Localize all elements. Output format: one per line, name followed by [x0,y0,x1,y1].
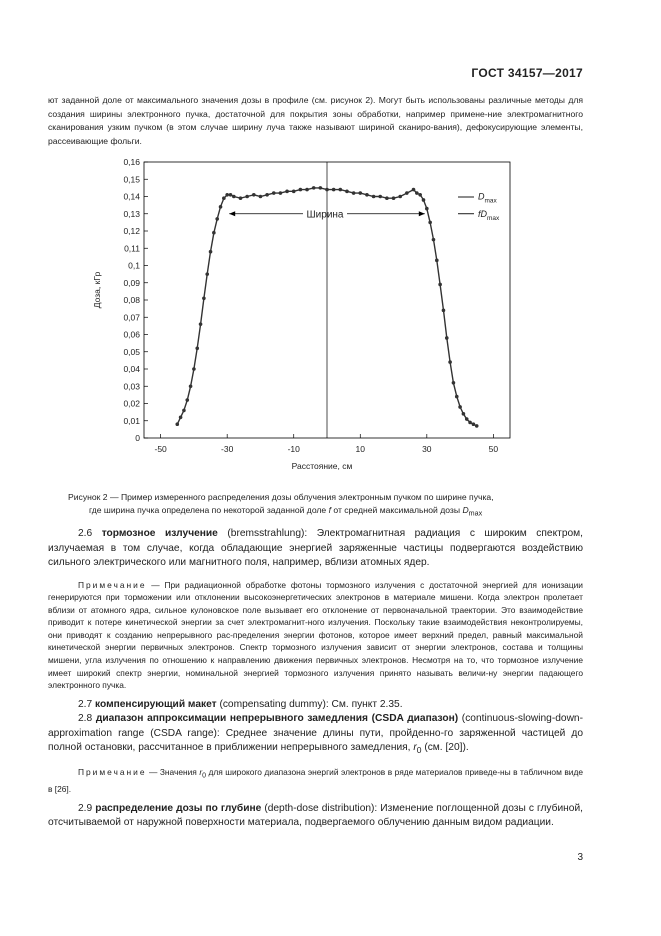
data-point [472,422,476,426]
y-tick-label: 0,04 [123,364,140,374]
y-tick-label: 0,1 [128,260,140,271]
x-tick-label: -10 [287,444,300,454]
s26-num: 2.6 [78,528,93,539]
data-point [372,195,376,199]
width-label: Ширина [306,209,344,221]
data-point [425,207,429,211]
section-2-9 [48,802,583,831]
data-point [182,409,186,413]
y-tick-label: 0,11 [124,243,140,254]
caption-line-2 [60,504,600,521]
data-point [272,191,276,195]
x-tick-label: 50 [488,444,499,454]
y-tick-label: 0 [135,433,140,443]
s26-term: тормозное излучение [101,528,218,539]
data-point [252,193,256,197]
data-point [232,195,236,199]
data-point [468,421,472,425]
data-point [422,198,426,202]
section-2-6 [48,527,583,571]
data-point [378,195,382,199]
data-point [202,296,206,300]
x-axis-label: Расстояние, см [291,461,353,471]
s28-text-b: (см. [20]). [421,742,469,754]
caption-f: f [328,505,331,515]
s26-text: (bremsstrahlung): Электромагнитная радиация с широким спектром, излучаемая в том случае, когда обладающие энергией заряженные частицы подвергаются воздействию сильного электрического или магнитного поля, например, вблизи атомных ядер. [48,528,583,568]
legend-dmax-main: D [478,191,485,202]
page-number: 3 [577,852,583,863]
y-tick-label: 0,08 [123,295,140,305]
y-tick-label: 0,05 [123,346,140,357]
y-tick-label: 0,14 [123,191,140,202]
y-tick-label: 0,07 [123,312,140,323]
data-point [222,196,226,200]
data-point [418,193,422,197]
data-point [285,190,289,194]
figure-caption [60,491,600,521]
legend-fdmax-main: fD [478,208,487,219]
s27-term: компенсирующий макет [95,698,217,710]
note-26-text: — При радиационной обработке фотоны тормозного излучения с достаточной энергией для ионизации генерируются при торможении или отклонении высокоэнергетических электронов в материале мишени. Когда электрон пролетает вблизи от атомного ядра, сильное кулоновское поле вызывает его отклонение от первоначальной траектории. Это взаимодействие приводит к потере кинетической энергии за счет электромагнит-ного излучения. Поскольку такие взаимодействия неконтролируемы, они приводят к созданию непрерывного рас-пределения энергии фотонов, которое имеет верхний предел, равный максимальной кинетической энергии первичных электронов. Спектр тормозного излучения зависит от энергии электронов, состава и толщины мишени, угла излучения по отношению к направлению движения первичных электронов. Несмотря на то, что тормозное излучение имеет широкий спектр энергии, номинальной энергией тормозного излучения принято называть величи-ну энергии падающего электронного пучка. [48,579,583,691]
data-point [195,347,199,351]
standard-header: ГОСТ 34157—2017 [471,66,583,80]
data-point [245,195,249,199]
data-point [292,190,296,194]
data-point [179,416,183,420]
data-point [209,250,213,254]
note-28-a: — Значения [146,766,200,777]
legend-dmax [478,192,498,205]
data-point [438,283,442,287]
data-point [415,191,419,195]
x-tick-label: 30 [422,444,432,454]
s27-text: (compensating dummy): См. пункт 2.35. [216,698,403,710]
s29-term: распределение дозы по глубине [95,802,262,814]
data-point [398,195,402,199]
data-point [435,259,439,263]
data-point [465,417,469,421]
data-point [385,196,389,200]
data-point [332,188,336,192]
data-point [312,186,316,190]
data-point [432,238,436,242]
s28-term: диапазон аппроксимации непрерывного замедления (CSDA диапазон) [95,713,459,725]
data-point [412,188,416,192]
data-point [212,231,216,235]
data-point [365,193,369,197]
y-tick-label: 0,03 [123,381,140,392]
data-point [219,205,223,209]
data-point [305,188,309,192]
data-point [199,322,203,326]
note-28-b: для широкого диапазона энергий электронов в ряде материалов приведе-ны в табличном виде в [26]. [48,766,583,795]
legend-fdmax-sub: max [487,214,500,222]
caption-text-b: от средней максимальной дозы [331,505,463,515]
data-point [239,196,243,200]
y-tick-label: 0,16 [123,157,140,167]
data-point [325,188,329,192]
body-text [48,527,583,831]
s27-num: 2.7 [78,698,93,710]
note-28-r: r [199,766,203,777]
data-point [442,309,446,313]
y-tick-label: 0,13 [123,208,140,219]
y-tick-label: 0,12 [123,226,140,236]
y-tick-label: 0,09 [123,277,140,288]
data-point [358,191,362,195]
data-point [455,395,459,399]
y-tick-label: 0,15 [123,174,140,185]
caption-d: D [462,505,469,515]
data-point [229,193,233,197]
figure-2 [60,152,535,482]
data-point [405,191,409,195]
caption-line-1: Рисунок 2 — Пример измеренного распределения дозы облучения электронным пучком по ширине пучка, [68,492,494,502]
legend-dmax-sub: max [484,197,497,205]
data-point [345,190,349,194]
note-28-r-sub: 0 [202,772,206,780]
note-2-6 [48,579,583,692]
data-point [475,424,479,428]
x-tick-label: -50 [154,444,167,454]
legend-fdmax [478,209,500,222]
s29-num: 2.9 [78,802,93,814]
s28-r-sub: 0 [416,745,422,756]
s28-text-a: (continuous-slowing-down-approximation range (CSDA range): Среднее значение длины пути, пройденно-го заряженной частицей до полной остановки, рассчитанное в приближении непрерывного замедления, [48,713,583,754]
s29-text: (depth-dose distribution): Изменение поглощенной дозы с глубиной, отсчитываемой от наружной поверхности материала, подвергаемого облучению данным видом радиации. [48,802,583,829]
data-point [392,196,396,200]
data-point [339,188,343,192]
data-point [445,336,449,340]
x-tick-label: -30 [221,444,234,454]
note-2-8 [48,766,583,796]
data-point [185,398,189,402]
data-point [205,272,209,276]
data-point [225,193,229,197]
data-point [319,186,323,190]
dose-profile-chart [60,152,535,477]
caption-text-a: где ширина пучка определена по некоторой заданной доле [89,505,329,515]
y-tick-label: 0,06 [123,329,140,340]
data-point [265,193,269,197]
s28-num: 2.8 [78,713,93,725]
caption-d-sub: max [468,509,483,518]
data-point [299,188,303,192]
data-point [192,367,196,371]
data-point [458,405,462,409]
data-point [352,191,356,195]
data-point [189,384,193,388]
intro-paragraph [48,94,583,148]
data-point [428,221,432,225]
data-point [215,217,219,221]
arrowhead-right [419,211,425,216]
y-tick-label: 0,02 [123,398,140,409]
section-2-7 [48,698,583,713]
note-label-2: Примечание [78,766,147,777]
arrowhead-left [229,211,235,216]
note-label: Примечание [78,579,147,590]
data-point [448,360,452,364]
section-2-8 [48,712,583,758]
data-point [279,191,283,195]
y-axis-label: Доза, кГр [92,271,102,309]
s28-r: r [413,742,417,754]
x-tick-label: 10 [355,444,366,454]
data-point [452,381,456,385]
data-point [175,422,179,426]
data-point [462,412,466,416]
data-point [259,195,263,199]
y-tick-label: 0,01 [123,415,140,426]
intro-text: ют заданной доле от максимального значения дозы в профиле (см. рисунок 2). Могут быть использованы различные методы для создания ширины электронного пучка, достаточной для покрытия зоны обработки, например примене-ние электромагнитного сканирования узким пучком (в этом случае ширину луча также называют шириной сканиро-вания), дефокусирующие элементы, рассеивающие фольги. [48,95,583,146]
